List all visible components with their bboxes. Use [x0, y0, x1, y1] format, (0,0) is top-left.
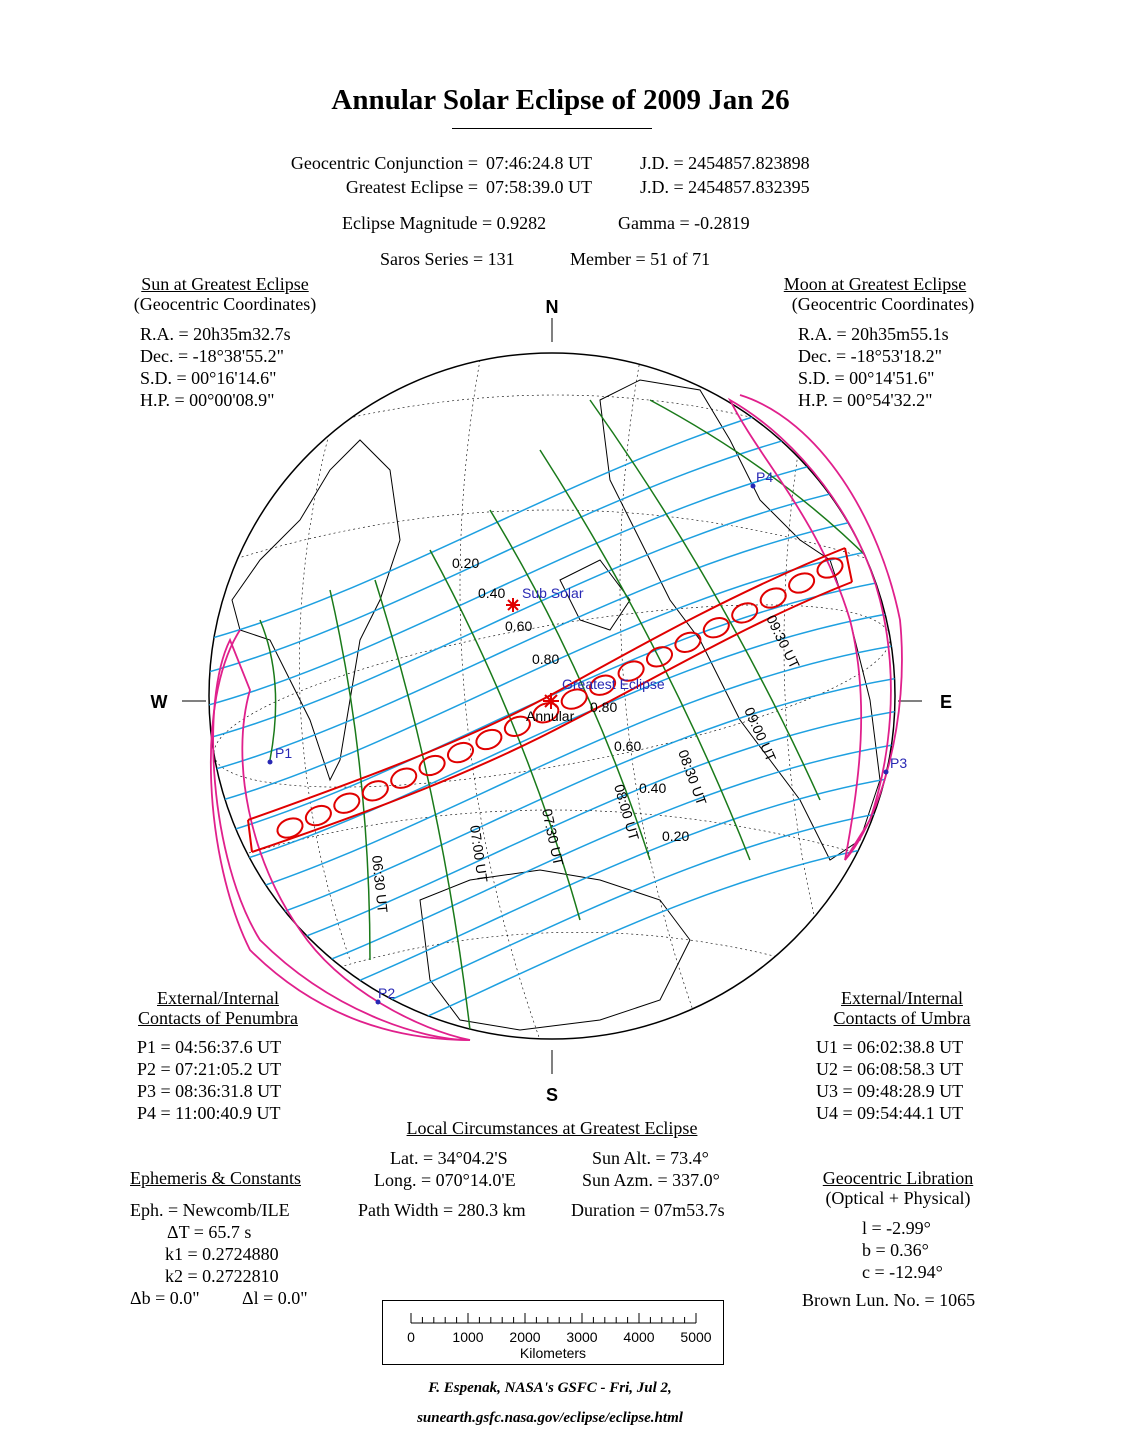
local-path-width: Path Width = 280.3 km: [358, 1200, 526, 1220]
mag-label: 0.20: [662, 828, 690, 844]
penumbra-p2: P2 = 07:21:05.2 UT: [137, 1059, 282, 1079]
ephemeris-delta-b: Δb = 0.0": [130, 1288, 200, 1308]
compass-east: E: [939, 692, 953, 712]
conjunction-time: 07:46:24.8 UT: [486, 153, 592, 173]
magnitude-line: [205, 842, 905, 1102]
scale-tick-label: 2000: [509, 1329, 541, 1345]
saros-member: Member = 51 of 71: [570, 249, 711, 269]
path-ellipse: [275, 815, 306, 841]
mag-label: 0.80: [590, 699, 618, 715]
sub-solar-point: [506, 598, 520, 612]
p4-marker: [751, 484, 756, 489]
scale-tick-label: 3000: [566, 1329, 598, 1345]
libration-subtitle: (Optical + Physical): [825, 1188, 971, 1208]
local-lat: Lat. = 34°04.2'S: [390, 1148, 508, 1168]
libration-b: b = 0.36°: [862, 1240, 929, 1260]
time-label: 06:30 UT: [369, 854, 391, 914]
moon-sd: S.D. = 00°14'51.6": [798, 368, 935, 388]
local-duration: Duration = 07m53.7s: [571, 1200, 725, 1220]
time-line: [330, 590, 370, 960]
path-ellipse: [417, 752, 448, 778]
moon-subtitle: (Geocentric Coordinates): [791, 294, 975, 314]
time-labels: [369, 612, 803, 914]
umbra-u4: U4 = 09:54:44.1 UT: [816, 1103, 964, 1123]
p1-marker: [268, 760, 273, 765]
time-label: 09:30 UT: [763, 612, 803, 672]
ephemeris-delta-t: ΔT = 65.7 s: [167, 1222, 252, 1242]
contact-markers: [268, 484, 889, 1005]
scale-unit: Kilometers: [519, 1345, 587, 1361]
time-label: 08:30 UT: [675, 747, 710, 808]
penumbra-title-2: Contacts of Penumbra: [138, 1008, 298, 1028]
compass-west: W: [150, 692, 168, 712]
path-ellipse: [360, 778, 391, 804]
eclipse-magnitude: Eclipse Magnitude = 0.9282: [342, 213, 547, 233]
penumbra-p3: P3 = 08:36:31.8 UT: [137, 1081, 282, 1101]
east-limit-curve: [730, 400, 891, 860]
annular-label: Annular: [526, 708, 575, 724]
libration-title: Geocentric Libration: [822, 1168, 974, 1188]
saros-series: Saros Series = 131: [380, 249, 515, 269]
sun-sd: S.D. = 00°16'14.6": [140, 368, 277, 388]
sun-title: Sun at Greatest Eclipse: [141, 274, 309, 294]
greatest-eclipse-label: Greatest Eclipse: [562, 676, 665, 692]
mag-label: 0.60: [614, 738, 642, 754]
path-ellipse: [758, 585, 789, 611]
umbra-u1: U1 = 06:02:38.8 UT: [816, 1037, 964, 1057]
p3-label: P3: [890, 755, 908, 771]
compass-north: N: [545, 297, 559, 317]
greatest-eclipse-label: Greatest Eclipse =: [345, 177, 478, 197]
penumbra-title-1: External/Internal: [157, 988, 279, 1008]
sun-dec: Dec. = -18°38'55.2": [140, 346, 284, 366]
greatest-eclipse-point: [543, 693, 559, 709]
time-label: 07:00 UT: [467, 824, 491, 884]
sub-solar-label: Sub Solar: [522, 585, 584, 601]
path-ellipse: [729, 600, 760, 626]
conjunction-label: Geocentric Conjunction =: [290, 153, 478, 173]
mag-label: 0.20: [452, 555, 480, 571]
path-ellipse: [388, 765, 419, 791]
mag-label: 0.40: [478, 585, 506, 601]
time-label: 09:00 UT: [741, 704, 780, 764]
page-title: Annular Solar Eclipse of 2009 Jan 26: [331, 84, 790, 116]
path-ellipse: [644, 644, 675, 670]
ephemeris-delta-l: Δl = 0.0": [242, 1288, 308, 1308]
mag-label: 0.40: [639, 780, 667, 796]
penumbra-p1: P1 = 04:56:37.6 UT: [137, 1037, 282, 1057]
p2-label: P2: [378, 985, 396, 1001]
greatest-eclipse-time: 07:58:39.0 UT: [486, 177, 592, 197]
gamma: Gamma = -0.2819: [618, 213, 750, 233]
scale-tick-label: 5000: [680, 1329, 712, 1345]
west-limit-curve: [213, 640, 470, 1040]
compass-south: S: [545, 1085, 559, 1105]
scale-tick-label: 0: [407, 1329, 415, 1345]
p3-marker: [884, 770, 889, 775]
sun-subtitle: (Geocentric Coordinates): [133, 294, 317, 314]
scale-bar: [382, 1300, 726, 1368]
libration-brown: Brown Lun. No. = 1065: [802, 1290, 976, 1310]
time-label: 08:00 UT: [611, 782, 643, 843]
ephemeris-title: Ephemeris & Constants: [130, 1168, 301, 1188]
conjunction-jd: J.D. = 2454857.823898: [640, 153, 810, 173]
umbra-u2: U2 = 06:08:58.3 UT: [816, 1059, 964, 1079]
local-sun-alt: Sun Alt. = 73.4°: [592, 1148, 709, 1168]
time-label: 07:30 UT: [539, 807, 567, 867]
p4-label: P4: [756, 469, 774, 485]
mag-label: 0.80: [532, 651, 560, 667]
libration-l: l = -2.99°: [862, 1218, 931, 1238]
moon-ra: R.A. = 20h35m55.1s: [798, 324, 949, 344]
umbra-title-2: Contacts of Umbra: [833, 1008, 971, 1028]
path-ellipse: [331, 790, 362, 816]
ephemeris-k1: k1 = 0.2724880: [165, 1244, 279, 1264]
mag-label: 0.60: [505, 618, 533, 634]
time-line: [260, 620, 276, 760]
sun-ra: R.A. = 20h35m32.7s: [140, 324, 291, 344]
scale-tick-label: 4000: [623, 1329, 655, 1345]
ephemeris-k2: k2 = 0.2722810: [165, 1266, 279, 1286]
path-ellipse: [786, 570, 817, 596]
p1-label: P1: [275, 745, 293, 761]
umbra-title-1: External/Internal: [841, 988, 963, 1008]
local-title: Local Circumstances at Greatest Eclipse: [406, 1118, 698, 1138]
scale-tick-label: 1000: [452, 1329, 484, 1345]
sun-hp: H.P. = 00°00'08.9": [140, 390, 275, 410]
local-long: Long. = 070°14.0'E: [374, 1170, 516, 1190]
libration-c: c = -12.94°: [862, 1262, 943, 1282]
moon-dec: Dec. = -18°53'18.2": [798, 346, 942, 366]
ephemeris-eph: Eph. = Newcomb/ILE: [130, 1200, 290, 1220]
local-sun-azm: Sun Azm. = 337.0°: [582, 1170, 720, 1190]
penumbra-p4: P4 = 11:00:40.9 UT: [137, 1103, 281, 1123]
footer-url: sunearth.gsfc.nasa.gov/eclipse/eclipse.html: [417, 1410, 683, 1426]
footer-credit: F. Espenak, NASA's GSFC - Fri, Jul 2,: [428, 1380, 672, 1396]
greatest-eclipse-jd: J.D. = 2454857.832395: [640, 177, 810, 197]
moon-hp: H.P. = 00°54'32.2": [798, 390, 933, 410]
moon-title: Moon at Greatest Eclipse: [783, 274, 967, 294]
umbra-u3: U3 = 09:48:28.9 UT: [816, 1081, 964, 1101]
